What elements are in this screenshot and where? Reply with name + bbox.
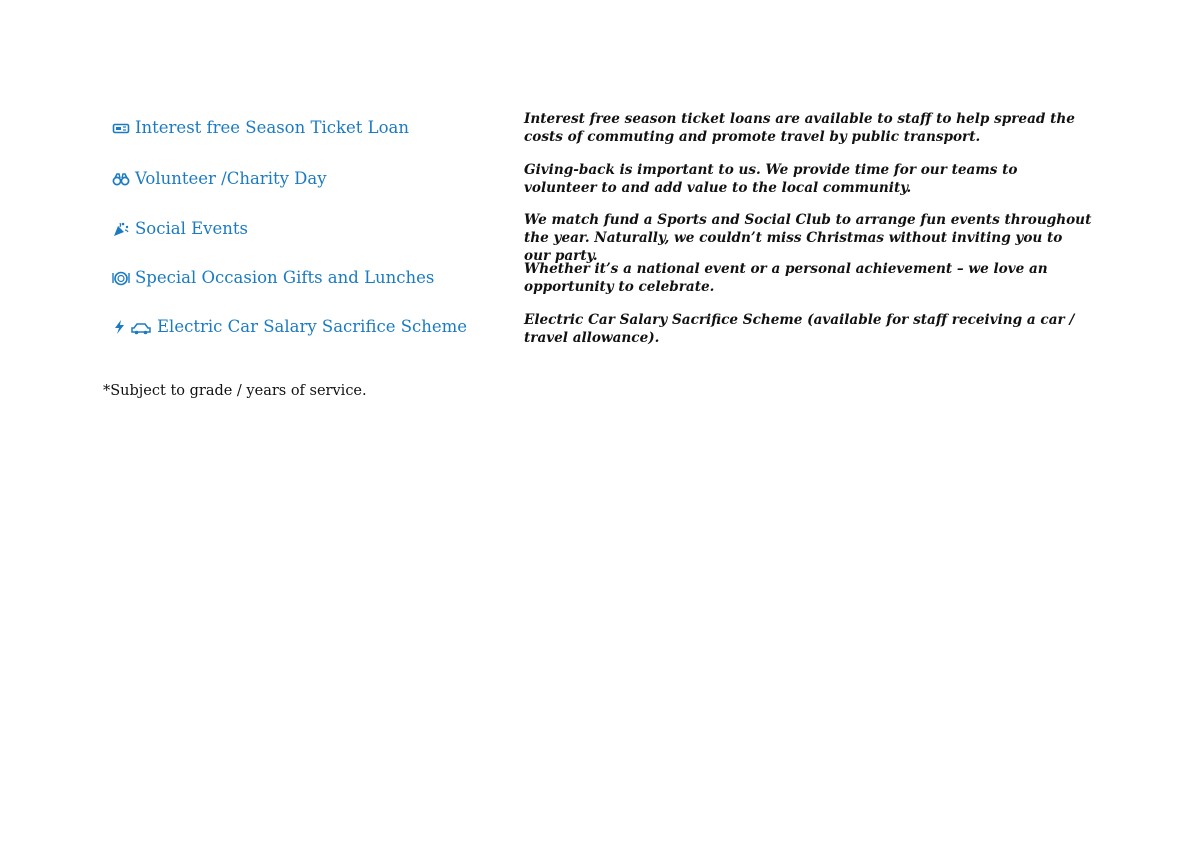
benefit-title [112,118,409,137]
benefit-title-text: Social Events [135,219,248,238]
benefit-description: We match fund a Sports and Social Club to arrange fun events throughout the year. Naturally, we couldn’t miss Christmas without inviting you to our party. [524,212,1092,264]
benefit-description: Interest free season ticket loans are available to staff to help spread the costs of commuting and promote travel by public transport. [524,111,1075,145]
binoculars-icon [112,171,130,187]
benefit-description: Electric Car Salary Sacrifice Scheme (available for staff receiving a car / travel allowance). [524,312,1075,346]
benefit-title-text: Interest free Season Ticket Loan [135,118,409,137]
benefit-title [112,169,327,188]
benefit-title [112,268,434,287]
footnote: *Subject to grade / years of service. [103,383,367,399]
benefit-title-text: Electric Car Salary Sacrifice Scheme [157,317,468,336]
benefit-title [112,317,467,336]
plate-icon [112,270,130,286]
party-popper-icon [112,221,130,237]
lightning-car-icon [112,319,152,335]
benefit-title-text: Volunteer /Charity Day [135,169,327,188]
benefit-description: Giving-back is important to us. We provide time for our teams to volunteer to and add value to the local community. [524,162,1018,196]
benefit-title-text: Special Occasion Gifts and Lunches [135,268,435,287]
benefit-description: Whether it’s a national event or a personal achievement – we love an opportunity to celebrate. [524,261,1048,295]
benefit-title [112,219,248,238]
ticket-icon [112,120,130,136]
